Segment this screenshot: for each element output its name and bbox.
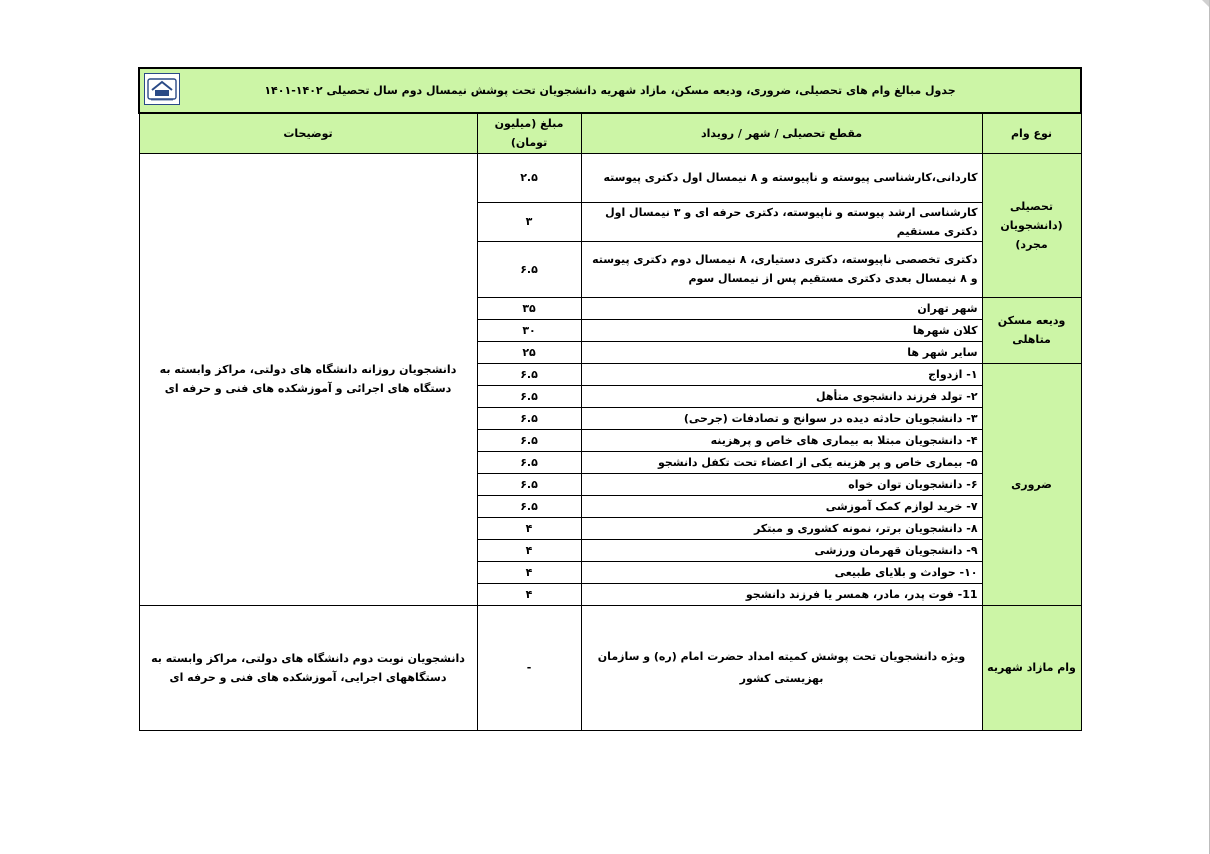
header-notes: توضیحات	[139, 113, 477, 153]
title-cell	[139, 68, 1081, 113]
category-education: تحصیلی (دانشجویان مجرد)	[982, 153, 1081, 297]
row-amount: ۶.۵	[477, 241, 581, 297]
row-description: ۳- دانشجویان حادثه دیده در سوانح و تصادفات (جرحی)	[581, 407, 982, 429]
row-amount: ۳۰	[477, 319, 581, 341]
row-description: دکتری تخصصی ناپیوسته، دکتری دستیاری، ۸ نیمسال دوم دکتری پیوسته و ۸ نیمسال بعدی دکتری مستقیم پس از نیمسال سوم	[581, 241, 982, 297]
category-tuition: وام مازاد شهریه	[982, 605, 1081, 730]
row-amount: -	[477, 605, 581, 730]
row-amount: ۲.۵	[477, 153, 581, 202]
row-description: 11- فوت پدر، مادر، همسر یا فرزند دانشجو	[581, 583, 982, 605]
row-description: ۴- دانشجویان مبتلا به بیماری های خاص و پرهزینه	[581, 429, 982, 451]
main-note: دانشجویان روزانه دانشگاه های دولتی، مراکز وابسته به دستگاه های اجرائی و آموزشکده های فنی و حرفه ای	[139, 153, 477, 605]
row-amount: ۲۵	[477, 341, 581, 363]
row-description: ۲- تولد فرزند دانشجوی متأهل	[581, 385, 982, 407]
loan-table	[138, 67, 1082, 731]
row-description: ۱۰- حوادث و بلایای طبیعی	[581, 561, 982, 583]
row-amount: ۴	[477, 539, 581, 561]
row-description: شهر تهران	[581, 297, 982, 319]
table-row	[139, 605, 1081, 730]
row-description: ۷- خرید لوازم کمک آموزشی	[581, 495, 982, 517]
row-amount: ۶.۵	[477, 407, 581, 429]
row-amount: ۶.۵	[477, 363, 581, 385]
row-description: ۶- دانشجویان توان خواه	[581, 473, 982, 495]
row-amount: ۶.۵	[477, 429, 581, 451]
row-description: ویژه دانشجویان تحت پوشش کمیته امداد حضرت امام (ره) و سازمان بهزیستی کشور	[581, 605, 982, 730]
header-type: نوع وام	[982, 113, 1081, 153]
title-row	[139, 68, 1081, 113]
row-description: ۵- بیماری خاص و پر هزینه یکی از اعضاء تحت تکفل دانشجو	[581, 451, 982, 473]
row-description: سایر شهر ها	[581, 341, 982, 363]
page-corner	[1202, 0, 1209, 7]
row-description: کارشناسی ارشد پیوسته و ناپیوسته، دکتری حرفه ای و ۳ نیمسال اول دکتری مستقیم	[581, 202, 982, 241]
row-amount: ۶.۵	[477, 495, 581, 517]
row-amount: ۳	[477, 202, 581, 241]
row-description: ۱- ازدواج	[581, 363, 982, 385]
row-description: کلان شهرها	[581, 319, 982, 341]
header-grade: مقطع تحصیلی / شهر / رویداد	[581, 113, 982, 153]
row-description: ۹- دانشجویان قهرمان ورزشی	[581, 539, 982, 561]
row-amount: ۶.۵	[477, 451, 581, 473]
row-amount: ۴	[477, 517, 581, 539]
row-description: ۸- دانشجویان برتر، نمونه کشوری و مبتکر	[581, 517, 982, 539]
table-row	[139, 153, 1081, 202]
row-amount: ۳۵	[477, 297, 581, 319]
organization-logo-icon	[144, 73, 180, 105]
category-housing: ودیعه مسکن متاهلی	[982, 297, 1081, 363]
category-emergency: ضروری	[982, 363, 1081, 605]
row-description: کاردانی،کارشناسی پیوسته و ناپیوسته و ۸ نیمسال اول دکتری پیوسته	[581, 153, 982, 202]
row-amount: ۴	[477, 583, 581, 605]
tuition-note: دانشجویان نوبت دوم دانشگاه های دولتی، مراکز وابسته به دستگاههای اجرایی، آموزشکده های فنی و حرفه ای	[139, 605, 477, 730]
row-amount: ۶.۵	[477, 473, 581, 495]
page-title: جدول مبالغ وام های تحصیلی، ضروری، ودیعه مسکن، مازاد شهریه دانشجویان تحت پوشش نیمسال دوم سال تحصیلی ۱۴۰۲-۱۴۰۱	[264, 84, 956, 97]
row-amount: ۶.۵	[477, 385, 581, 407]
header-row	[139, 113, 1081, 153]
row-amount: ۴	[477, 561, 581, 583]
header-amount: مبلغ (میلیون تومان)	[477, 113, 581, 153]
